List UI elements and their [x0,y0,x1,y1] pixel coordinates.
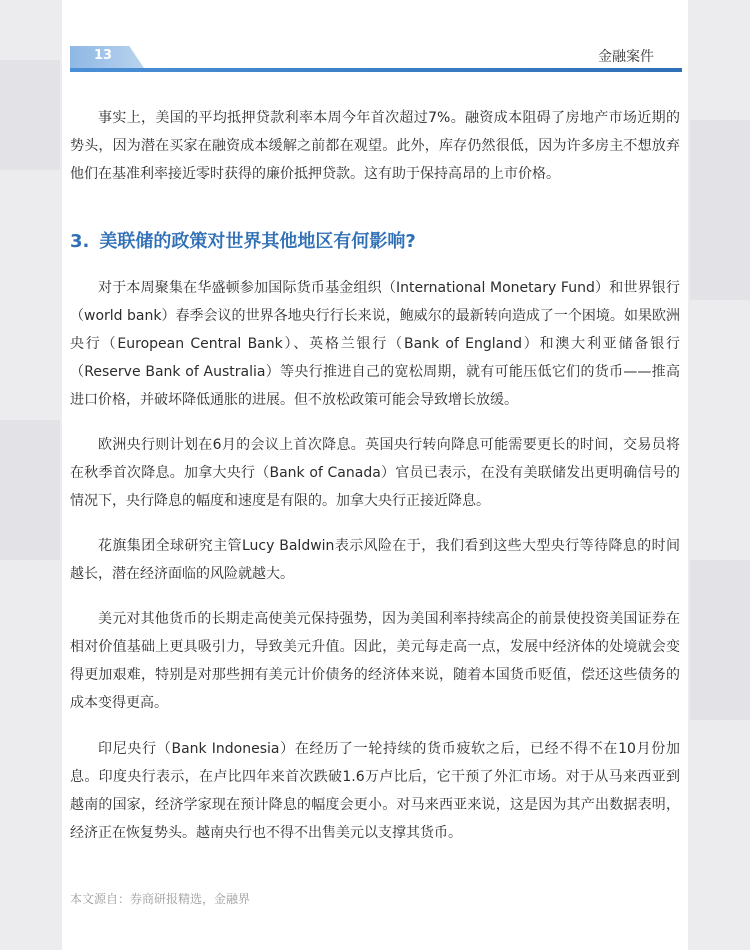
background-tile [690,120,750,300]
page-header [70,44,682,74]
paragraph-1: 事实上，美国的平均抵押贷款利率本周今年首次超过7%。融资成本阻碍了房地产市场近期的势头，因为潜在买家在融资成本缓解之前都在观望。此外，库存仍然很低，因为许多房主不想放弃他们在基准利率接近零时获得的廉价抵押贷款。这有助于保持高昂的上市价格。 [70,110,680,182]
source-note: 本文源自：券商研报精选，金融界 [70,892,251,906]
running-title: 金融案件 [598,49,654,65]
paragraph-4: 花旗集团全球研究主管Lucy Baldwin表示风险在于，我们看到这些大型央行等待降息的时间越长，潜在经济面临的风险就越大。 [70,538,680,582]
paragraph-2: 对于本周聚集在华盛顿参加国际货币基金组织（International Monetary Fund）和世界银行（world bank）春季会议的世界各地央行行长来说，鲍威尔的最新转向造成了一个困境。如果欧洲央行（European Central Bank）、英格兰银行（Bank of England）和澳大利亚储备银行（Reserve Bank of Australia）等央行推进自己的宽松周期，就有可能压低它们的货币——推高进口价格，并破坏降低通胀的进展。但不放松政策可能会导致增长放缓。 [70,280,680,408]
page-number: 13 [94,48,113,63]
paragraph-3: 欧洲央行则计划在6月的会议上首次降息。英国央行转向降息可能需要更长的时间，交易员将在秋季首次降息。加拿大央行（Bank of Canada）官员已表示，在没有美联储发出更明确信号的情况下，央行降息的幅度和速度是有限的。加拿大央行正接近降息。 [70,437,680,509]
section-title: 美联储的政策对世界其他地区有何影响? [99,231,416,252]
header-divider [70,68,682,72]
background-tile [0,60,60,170]
paragraph-5: 美元对其他货币的长期走高使美元保持强势，因为美国利率持续高企的前景使投资美国证券在相对价值基础上更具吸引力，导致美元升值。因此，美元每走高一点，发展中经济体的处境就会变得更加艰难，特别是对那些拥有美元计价债务的经济体来说，随着本国货币贬值，偿还这些债务的成本变得更高。 [70,611,680,711]
background-tile [690,560,750,720]
section-heading [70,229,416,255]
section-number: 3. [70,231,90,252]
background-tile [0,420,60,560]
paragraph-6: 印尼央行（Bank Indonesia）在经历了一轮持续的货币疲软之后，已经不得不在10月份加息。印度央行表示，在卢比四年来首次跌破1.6万卢比后，它干预了外汇市场。对于从马来西亚到越南的国家，经济学家现在预计降息的幅度会更小。对马来西亚来说，这是因为其产出数据表明，经济正在恢复势头。越南央行也不得不出售美元以支撑其货币。 [70,741,680,841]
